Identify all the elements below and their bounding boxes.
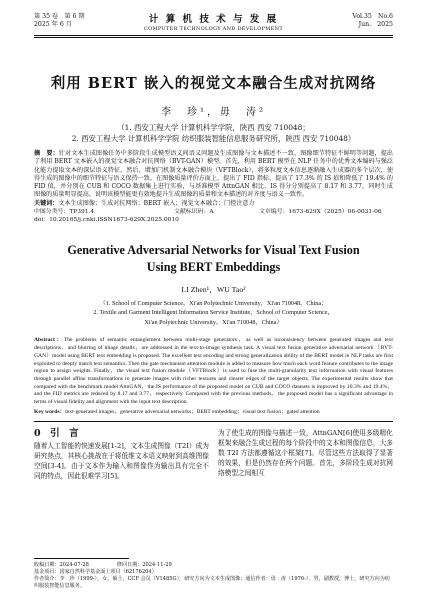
keywords-en-label: Key words： bbox=[34, 408, 66, 415]
affiliation-zh-2: 2. 西安工程大学 计算机科学学院 纺织服装智能信息服务研究所，陕西 西安 710048） bbox=[71, 133, 356, 143]
keywords-zh-text: 文本生成图像；生成对抗网络；BERT 嵌入；视觉文本融合；门控注意力 bbox=[58, 199, 255, 207]
authors-zh: 李 珍¹，毋 涛² bbox=[160, 107, 267, 118]
clc-number: 中图分类号：TP391.4 bbox=[34, 209, 95, 216]
affiliation-en-1: （1. School of Computer Science，Xi'an Polytechnic University，Xi'an 710048，China； bbox=[99, 299, 328, 307]
abstract-zh bbox=[34, 150, 393, 200]
footnote-dates bbox=[34, 562, 393, 569]
keywords-en-text: text-generated images；generative adversarial networks；BERT embedding；visual text fusion；gated attention bbox=[65, 408, 320, 415]
header-rule-thin bbox=[34, 37, 393, 38]
body-text-right: 为了使生成的图像与描述一致，AttnGAN[6]使用多级精化框架来融合生成过程的每个阶段中的文本和图像信息，大多数 T2I 方法都遵循这个框架[7]。尽管这些方法取得了显著的效果，但是仍然存在两个问题。首先，多阶段生成对抗网络模型之间相互 bbox=[218, 429, 393, 477]
affiliations-zh bbox=[34, 123, 393, 144]
paper-title-en-line2: Using BERT Embeddings bbox=[146, 259, 281, 274]
body-text-left: 随着人工智能的快速发展[1-2]，文本生成图像（T2I）成为研究热点，其核心挑战在于将低维文本语义映射到高维图像空间[3-4]。由于文本作为输入和图像作为输出具有完全不同的特点，因此很难学习[5]。 bbox=[34, 442, 209, 480]
volume-issue-zh: 第 35 卷 第 6 期 bbox=[34, 13, 85, 20]
paper-title-en-line1: Generative Adversarial Networks for Visual Text Fusion bbox=[67, 242, 360, 257]
affiliation-en-3: Xi'an Polytechnic University，Xi'an 710048，China） bbox=[144, 318, 283, 326]
paper-title-zh: 利用 BERT 嵌入的视觉文本融合生成对抗网络 bbox=[50, 75, 377, 92]
document-code: 文献标识码：A bbox=[174, 209, 214, 216]
volume-issue-en: Vol.35 No.6 bbox=[352, 13, 393, 20]
journal-name-en: COMPUTER TECHNOLOGY AND DEVELOPMENT bbox=[143, 26, 283, 32]
keywords-zh bbox=[34, 200, 393, 208]
affiliation-zh-1: （1. 西安工程大学 计算机科学学院，陕西 西安 710048； bbox=[117, 123, 310, 132]
doi: doi：10.20165/j.cnki.ISSN1673-629X.2025.0010 bbox=[34, 217, 179, 224]
received-date: 收稿日期：2024-07-28 bbox=[34, 562, 89, 568]
revised-date: 修回日期：2024-11-29 bbox=[116, 562, 172, 568]
affiliations-en bbox=[34, 299, 393, 328]
abstract-zh-label: 摘 要： bbox=[34, 150, 59, 157]
keywords-zh-label: 关键词： bbox=[34, 199, 59, 207]
abstract-en-label: Abstract： bbox=[34, 337, 64, 344]
footnote bbox=[34, 558, 393, 590]
fund-info: 基金项目：国家自然科学基金面上项目（62176204） bbox=[34, 569, 157, 575]
body-columns bbox=[34, 429, 393, 481]
keywords-en bbox=[34, 409, 393, 417]
section-heading: 0 引 言 bbox=[34, 428, 79, 440]
body-column-right bbox=[218, 429, 393, 481]
authors-en: LI Zhen¹，WU Tao² bbox=[181, 284, 246, 294]
paper-title-en bbox=[34, 242, 393, 276]
article-number: 文章编号：1673-629X（2025）06-0031-06 bbox=[259, 209, 382, 216]
affiliation-en-2: 2. Textile and Garment Intelligent Information Service Institute，School of Computer Science， bbox=[93, 309, 334, 317]
header-rule bbox=[34, 35, 393, 36]
classification-row bbox=[34, 208, 393, 216]
author-bio: 作者简介：李 珍（1999-），女，硕士，CCF 会员（V1485G），研究方向为文本生成图像；通信作者：毋 涛（1976-），男，副教授，博士，研究方向为纺织服装智能信息服务。 bbox=[34, 576, 390, 589]
footnote-rule bbox=[34, 558, 129, 559]
date-zh: 2025 年 6 月 bbox=[34, 21, 72, 28]
journal-name bbox=[34, 11, 393, 32]
abstract-zh-text: 针对文本生成图像任务中多阶段生成模型语义间语义问题及生成图像与文本描述不一致、图像细节特征不鲜明等问题，提出了利用 BERT 文本嵌入的视觉文本融合对抗网络（BVT-GAN）模型。首先，利用 BERT 模型在 NLP 任务中的优秀文本编码与强泛化能力提取文本的深层语义特征。然后，增加门机制文本融合模块（VFTBlock），将多粒度文本信息逐渐融入生成器的多个层次，使得生成的图像中的细节特征与语义保持一致。在图像质量评价方面上，提出了 FID 指标，提高了 17.3% 的 IS 值和降低了 19.4% 的 FID 值，并分别在 CUB 和 COCO 数据集上进行实验，与基准模型 AttnGAN 相比，IS 得分分别提高了 8.17 和 3.77，同时生成图像的质量明显提高，说明该模型能更有效地提升生成图像的质量和文本描述的对齐度与语义一致性。 bbox=[34, 150, 393, 199]
abstract-separator bbox=[34, 421, 393, 422]
body-column-left bbox=[34, 429, 209, 481]
journal-name-zh: 计 算 机 技 术 与 发 展 bbox=[148, 14, 279, 25]
abstract-en bbox=[34, 337, 393, 406]
header-right bbox=[352, 13, 393, 29]
running-header bbox=[34, 0, 393, 38]
date-en: Jun. 2025 bbox=[358, 21, 393, 28]
abstract-en-text: The problems of semantic entanglement between multi-stage generators，as well as inconsistency between generated images and text descriptions，and blurring of image details，are addressed in the text-to-image synthesis task. A visual text fusion generative adversarial network（BVT-GAN）model using BERT text embedding is proposed. The excellent text encoding and strong generalization ability of the BERT model in NLP tasks are first exploited to deeply match text semantics. Then the gate mechanism attention module is added to measure how much each word feature contributes to the image region to assign weights. Finally，the visual text fusion module（VFTBlock）is used to fuse the multi-granularity text information with visual features through parallel affine transformations to generate images with richer textures and clearer edges of the target objects. The experimental results show that compared with the benchmark model AttnGAN，the IS performance of the proposed model on CUB and COCO datasets is improved by 10.3% and 19.4%，and the FID metrics are reduced by 8.17 and 3.77，respectively. Compared with the previous methods，the proposed model has a significant advantage in terms of visual fidelity and alignment with the input text description. bbox=[34, 337, 393, 406]
